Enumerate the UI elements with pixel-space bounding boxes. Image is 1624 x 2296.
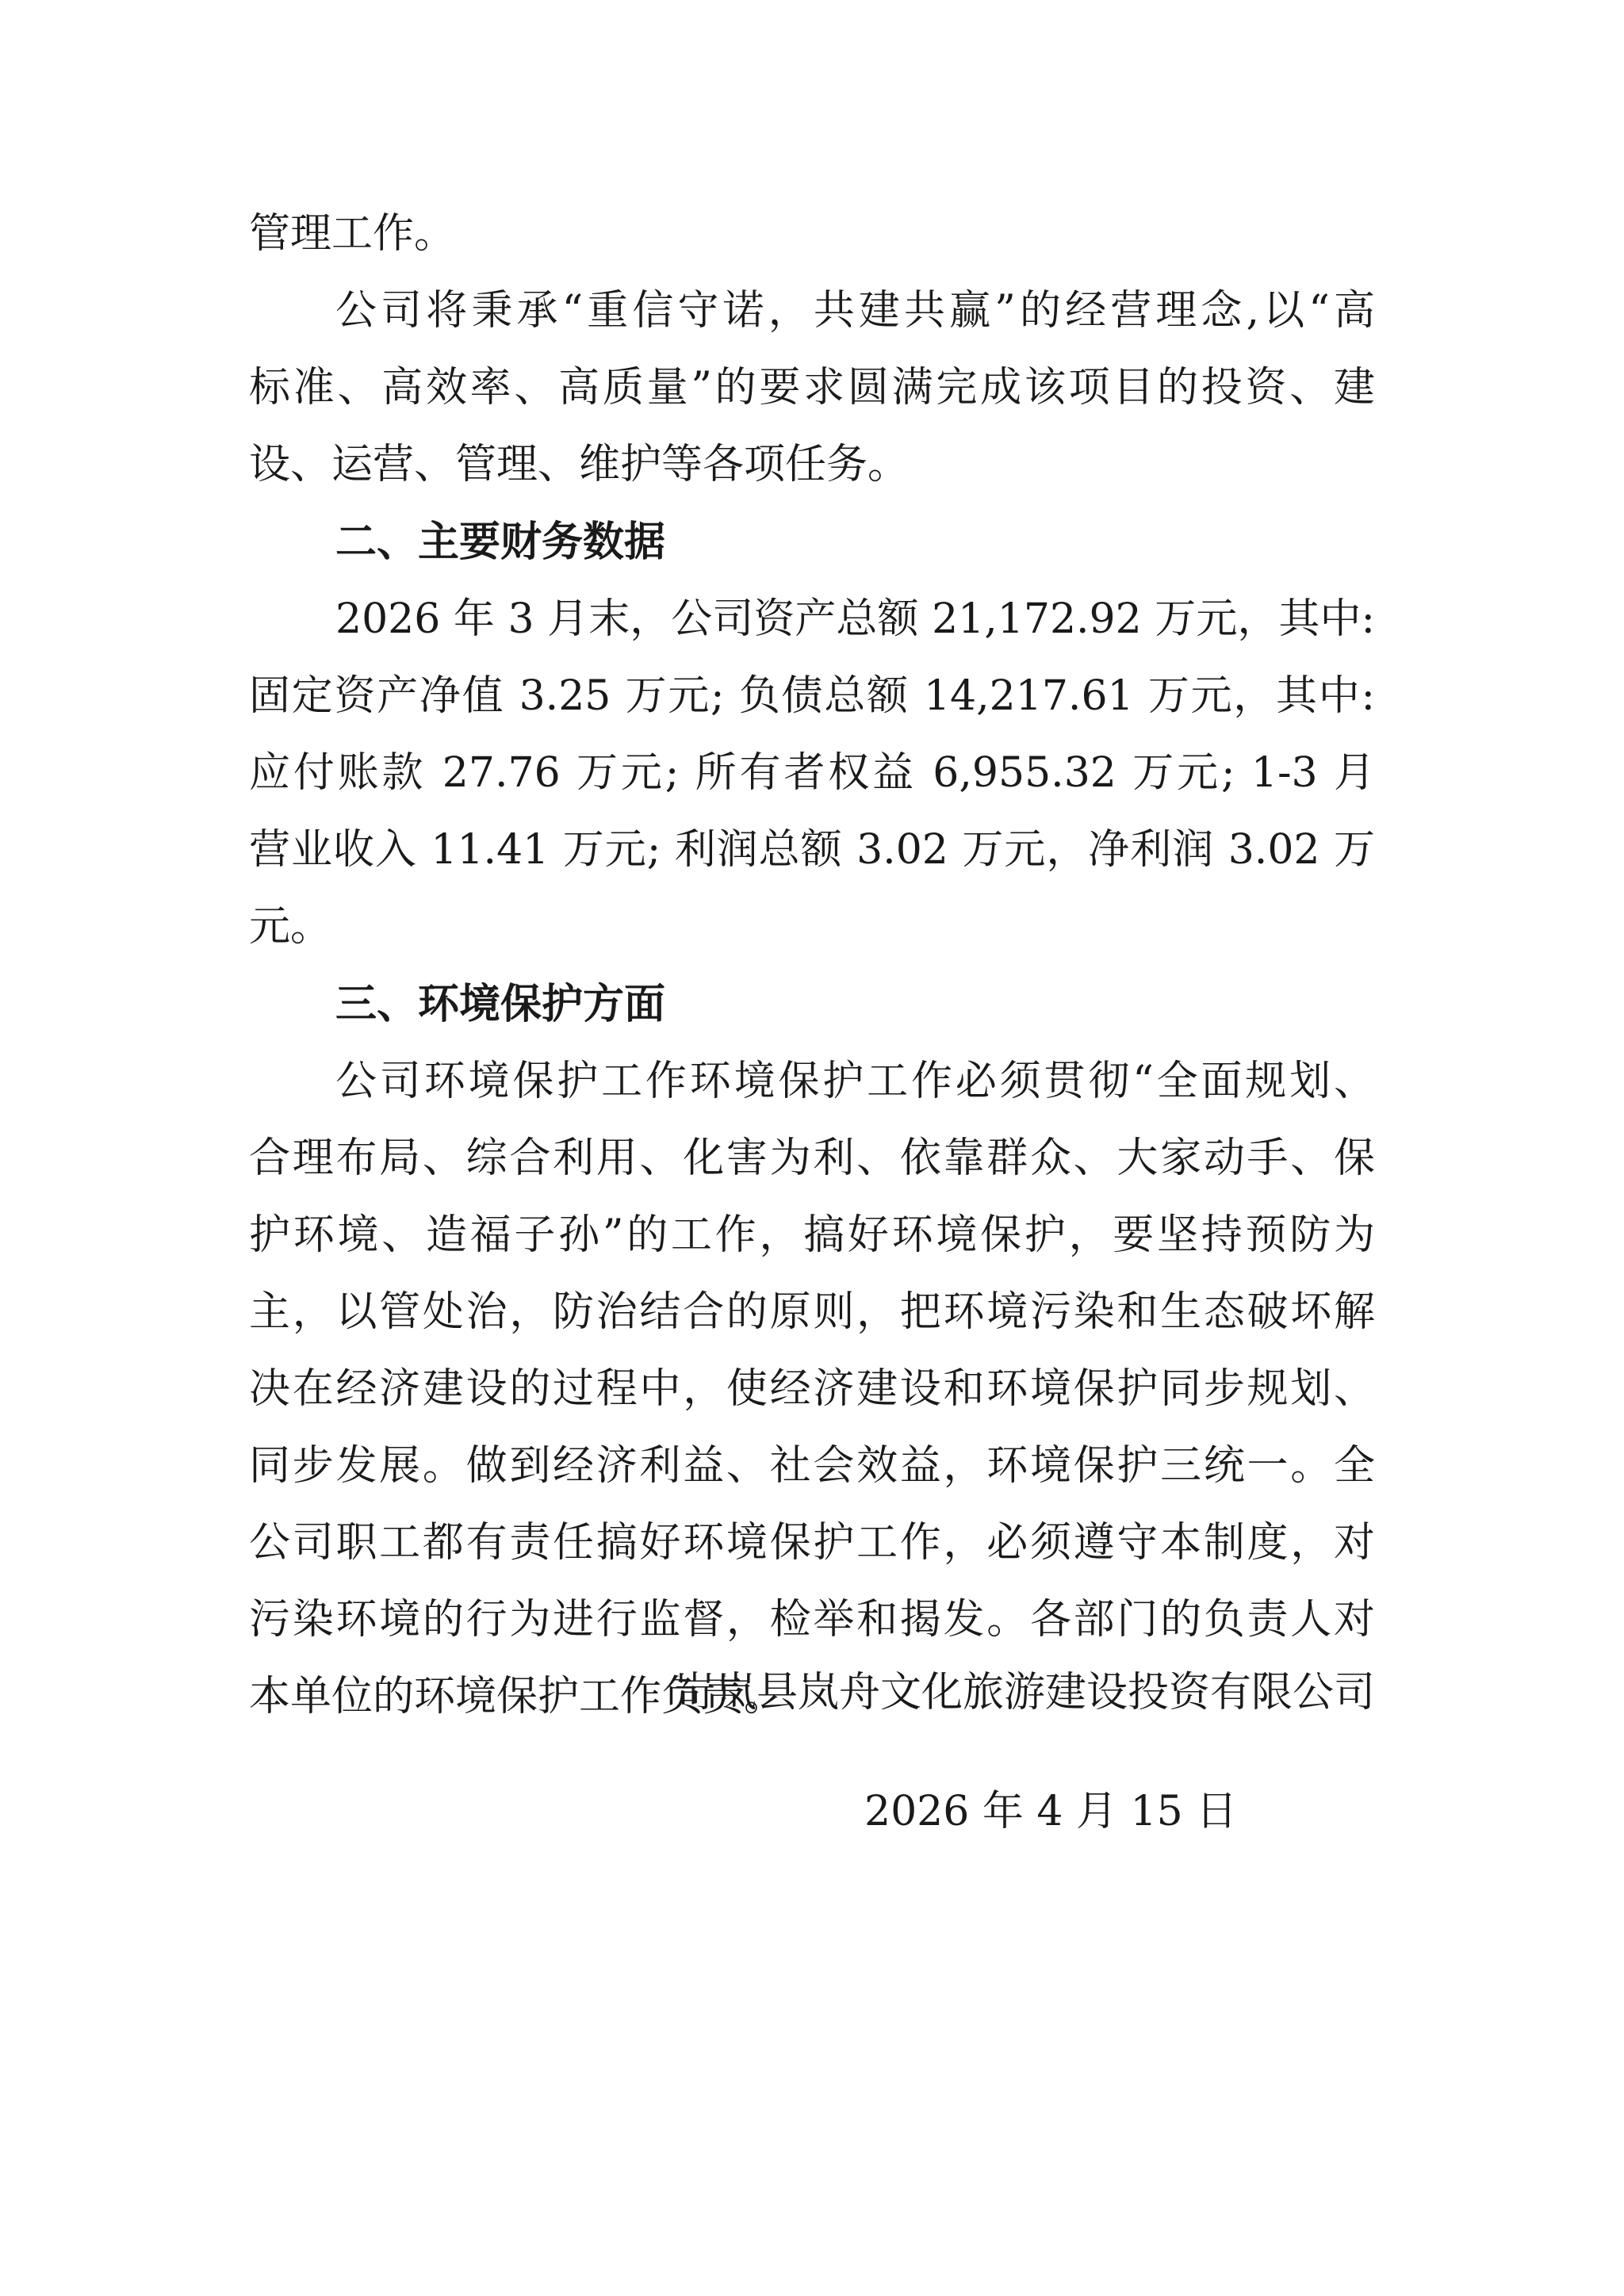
paragraph-env-line-9: 本单位的环境保护工作负责。 <box>249 1673 786 1720</box>
paragraph-finance-line-1: 2026 年 3 月末，公司资产总额 21,172.92 万元，其中: <box>335 595 1375 643</box>
paragraph-env-line-3: 护环境、造福子孙”的工作，搞好环境保护，要坚持预防为 <box>249 1211 1375 1259</box>
paragraph-finance-line-5: 元。 <box>249 903 332 951</box>
paragraph-env-line-8: 污染环境的行为进行监督，检举和揭发。各部门的负责人对 <box>249 1596 1375 1644</box>
section-heading-environment: 三、环境保护方面 <box>335 981 666 1028</box>
paragraph-env-line-6: 同步发展。做到经济利益、社会效益，环境保护三统一。全 <box>249 1442 1375 1490</box>
paragraph-company-line-1: 公司将秉承“重信守诺，共建共赢”的经营理念,以“高 <box>335 287 1375 335</box>
paragraph-finance-line-3: 应付账款 27.76 万元; 所有者权益 6,955.32 万元; 1-3 月 <box>249 749 1375 797</box>
paragraph-env-line-5: 决在经济建设的过程中，使经济建设和环境保护同步规划、 <box>249 1365 1375 1413</box>
paragraph-company-line-3: 设、运营、管理、维护等各项任务。 <box>249 441 910 488</box>
paragraph-finance-line-4: 营业收入 11.41 万元; 利润总额 3.02 万元，净利润 3.02 万 <box>249 826 1375 874</box>
paragraph-env-line-2: 合理布局、综合利用、化害为利、依靠群众、大家动手、保 <box>249 1135 1375 1182</box>
signature-date: 2026 年 4 月 15 日 <box>864 1788 1238 1835</box>
paragraph-company-line-2: 标准、高效率、高质量”的要求圆满完成该项目的投资、建 <box>249 364 1375 411</box>
paragraph-env-line-7: 公司职工都有责任搞好环境保护工作，必须遵守本制度，对 <box>249 1519 1375 1567</box>
section-heading-finance: 二、主要财务数据 <box>335 519 666 566</box>
paragraph-env-line-1: 公司环境保护工作环境保护工作必须贯彻“全面规划、 <box>335 1058 1375 1105</box>
paragraph-intro-line-1: 管理工作。 <box>249 210 456 258</box>
paragraph-env-line-4: 主，以管处治，防治结合的原则，把环境污染和生态破坏解 <box>249 1288 1375 1336</box>
signature-company: 岢岚县岚舟文化旅游建设投资有限公司 <box>673 1669 1375 1716</box>
paragraph-finance-line-2: 固定资产净值 3.25 万元; 负债总额 14,217.61 万元，其中: <box>249 672 1375 720</box>
